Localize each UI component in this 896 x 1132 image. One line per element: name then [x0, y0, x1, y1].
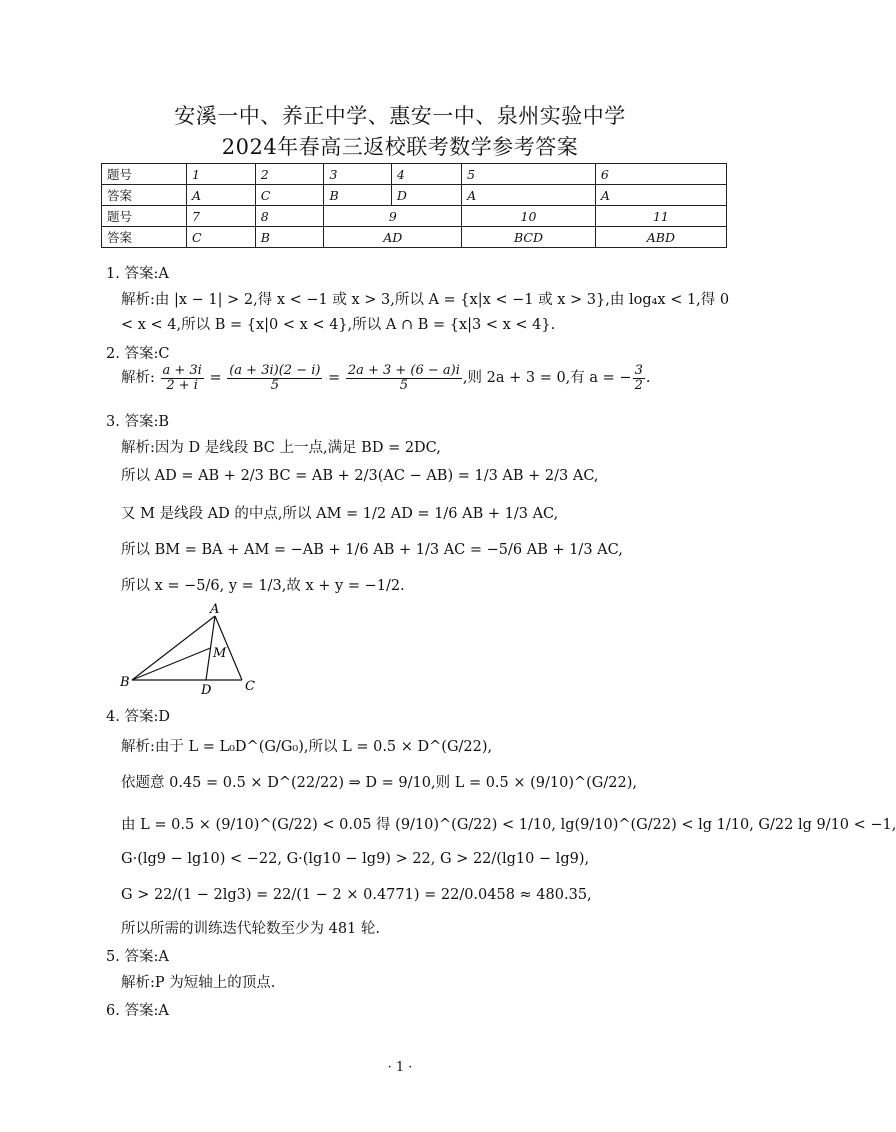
q3-solution-line: 又 M 是线段 AD 的中点,所以 AM = 1/2 AD = 1/6 AB + 1/3 AC, [121, 506, 559, 522]
fraction-denominator: 2 + i [166, 377, 198, 393]
q2-prefix: 解析: [121, 370, 155, 387]
table-row [102, 206, 727, 227]
table-cell: 8 [255, 206, 324, 227]
q2-fraction-3 [346, 364, 462, 392]
fraction-numerator: 3 [634, 363, 643, 378]
q2-header [106, 342, 169, 363]
label-c: C [245, 679, 255, 694]
table-label-question: 题号 [102, 164, 187, 185]
table-row [102, 164, 727, 185]
label-m: M [213, 646, 227, 661]
table-cell: 5 [462, 164, 596, 185]
q2-fraction-1 [161, 364, 204, 392]
page-number: · 1 · [387, 1060, 413, 1075]
q2-number: 2. [106, 346, 120, 362]
q4-solution-line: G > 22/(1 − 2lg3) = 22/(1 − 2 × 0.4771) = 22/0.0458 ≈ 480.35, [121, 887, 592, 903]
header-exam-title: 2024年春高三返校联考数学参考答案 [221, 135, 579, 159]
q4-answer: 答案:D [124, 709, 170, 725]
table-cell: BCD [462, 227, 596, 248]
table-cell: 1 [187, 164, 256, 185]
q4-solution-line: 解析:由于 L = L₀D^(G/G₀),所以 L = 0.5 × D^(G/22), [121, 739, 493, 755]
q2-answer: 答案:C [124, 346, 170, 362]
table-cell: 3 [324, 164, 391, 185]
q1-solution-line: 解析:由 |x − 1| > 2,得 x < −1 或 x > 3,所以 A = {x|x < −1 或 x > 3},由 log₄x < 1,得 0 [121, 292, 730, 308]
table-cell: 4 [391, 164, 461, 185]
table-cell: D [391, 185, 461, 206]
q3-header [106, 410, 169, 431]
fraction-numerator: 2a + 3 + (6 − a)i [347, 363, 460, 378]
q2-fraction-4 [633, 364, 645, 392]
fraction-denominator: 5 [399, 377, 408, 393]
header-schools: 安溪一中、养正中学、惠安一中、泉州实验中学 [174, 104, 626, 128]
q3-solution-line: 解析:因为 D 是线段 BC 上一点,满足 BD = 2DC, [121, 440, 441, 456]
table-cell: C [255, 185, 324, 206]
q3-answer: 答案:B [124, 414, 169, 430]
q5-number: 5. [106, 949, 120, 965]
q2-solution-line: 解析: $\frac{a + 3i}{2 + i}$ = $\frac{(a + 3i)(2 - i)}{5}$ = $\frac{2a + 3 + (6 - a)i}{5}$ ,则 2a + 3 = 0,有 a = − $\frac{3}{2}$ . [121, 363, 651, 393]
q1-answer: 答案:A [124, 266, 169, 282]
q5-solution-line: 解析:P 为短轴上的顶点. [121, 975, 276, 991]
table-cell: B [324, 185, 391, 206]
edge-ba [132, 616, 215, 680]
q4-header [106, 705, 170, 726]
table-cell: A [462, 185, 596, 206]
segment-bm [132, 648, 211, 680]
q4-solution-line: G·(lg9 − lg10) < −22, G·(lg10 − lg9) > 22, G > 22/(lg10 − lg9), [121, 851, 590, 867]
label-a: A [210, 602, 220, 617]
table-row [102, 185, 727, 206]
table-cell: 2 [255, 164, 324, 185]
table-label-answer: 答案 [102, 185, 187, 206]
label-d: D [201, 683, 212, 698]
table-label-question: 题号 [102, 206, 187, 227]
q4-number: 4. [106, 709, 120, 725]
q6-header [106, 999, 169, 1020]
fraction-denominator: 5 [270, 377, 279, 393]
fraction-denominator: 2 [634, 377, 643, 393]
q1-header [106, 262, 169, 283]
table-cell: ABD [595, 227, 726, 248]
q1-solution-line: < x < 4,所以 B = {x|0 < x < 4},所以 A ∩ B = {x|3 < x < 4}. [121, 317, 556, 333]
triangle-figure [118, 600, 268, 698]
table-cell: AD [324, 227, 462, 248]
q2-fraction-2 [227, 364, 322, 392]
table-cell: 10 [462, 206, 596, 227]
q3-solution-line: 所以 BM = BA + AM = −AB + 1/6 AB + 1/3 AC = −5/6 AB + 1/3 AC, [121, 542, 623, 558]
q5-header [106, 945, 169, 966]
q4-solution-line: 依题意 0.45 = 0.5 × D^(22/22) ⇒ D = 9/10,则 L = 0.5 × (9/10)^(G/22), [121, 775, 637, 791]
table-row [102, 227, 727, 248]
table-cell: A [595, 185, 726, 206]
q3-solution-line: 所以 x = −5/6, y = 1/3,故 x + y = −1/2. [121, 578, 405, 594]
fraction-numerator: a + 3i [162, 363, 202, 378]
label-b: B [120, 675, 130, 690]
q4-solution-line: 由 L = 0.5 × (9/10)^(G/22) < 0.05 得 (9/10)^(G/22) < 1/10, lg(9/10)^(G/22) < lg 1/10, G/22 lg 9/10 < −1, [121, 817, 896, 833]
q5-answer: 答案:A [124, 949, 169, 965]
table-cell: C [187, 227, 256, 248]
table-cell: 6 [595, 164, 726, 185]
table-cell: B [255, 227, 324, 248]
table-cell: 9 [324, 206, 462, 227]
q1-number: 1. [106, 266, 120, 282]
table-cell: A [187, 185, 256, 206]
q6-answer: 答案:A [124, 1003, 169, 1019]
answer-table [101, 163, 727, 248]
fraction-numerator: (a + 3i)(2 − i) [229, 363, 321, 378]
q3-solution-line: 所以 AD = AB + 2/3 BC = AB + 2/3(AC − AB) = 1/3 AB + 2/3 AC, [121, 468, 599, 484]
table-cell: 7 [187, 206, 256, 227]
q6-number: 6. [106, 1003, 120, 1019]
q2-tail: ,则 2a + 3 = 0,有 a = − [462, 370, 632, 387]
q3-number: 3. [106, 414, 120, 430]
table-cell: 11 [595, 206, 726, 227]
table-label-answer: 答案 [102, 227, 187, 248]
q4-solution-line: 所以所需的训练迭代轮数至少为 481 轮. [121, 921, 381, 937]
